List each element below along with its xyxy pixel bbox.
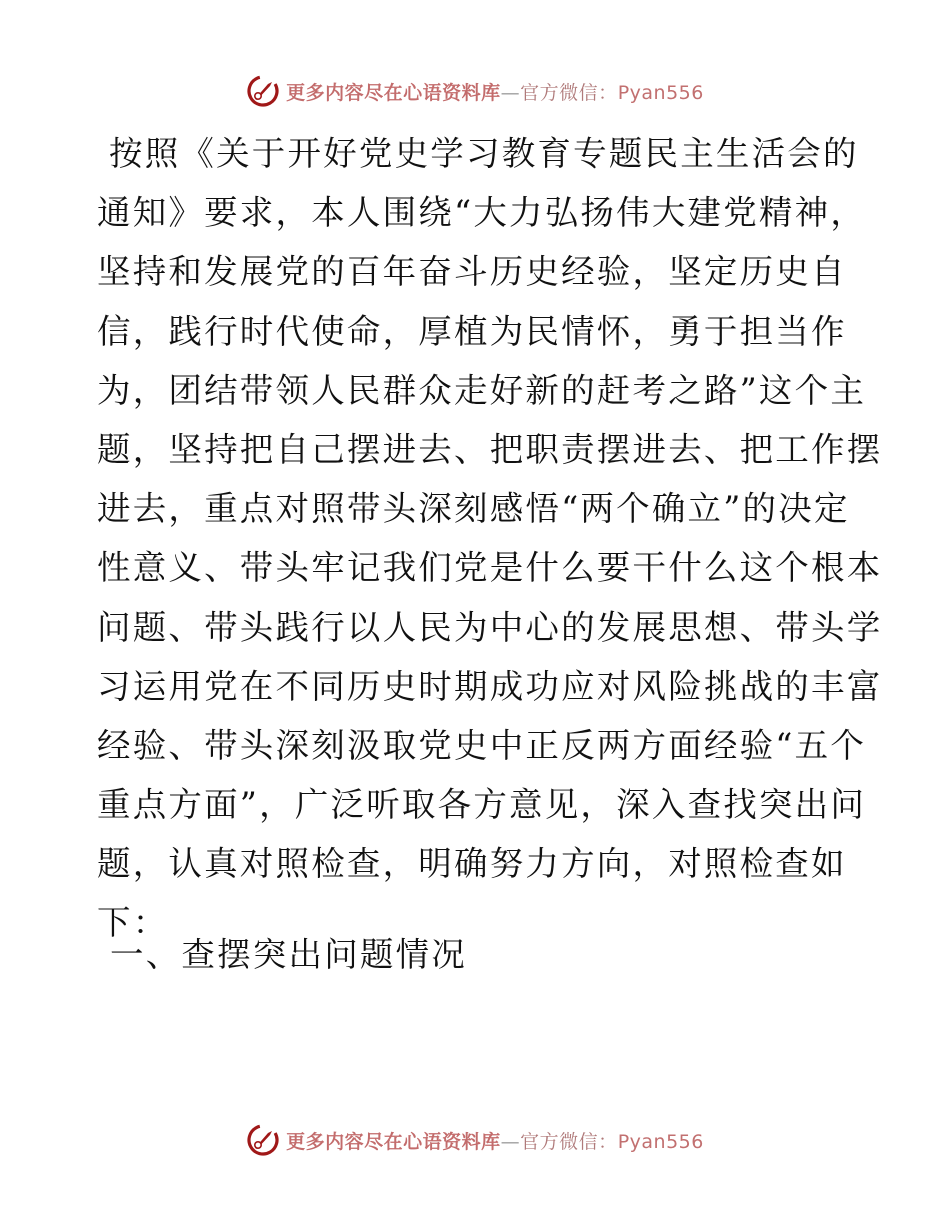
paragraph-line: 为，团结带领人民群众走好新的赶考之路”这个主 bbox=[97, 370, 867, 410]
paragraph-line: 性意义、带头牢记我们党是什么要干什么这个根本 bbox=[97, 548, 883, 588]
paragraph-line: 经验、带头深刻汲取党史中正反两方面经验“五个 bbox=[97, 725, 867, 765]
watermark-sub-text: 官方微信： bbox=[520, 81, 618, 104]
paragraph-line: 问题、带头践行以人民为中心的发展思想、带头学 bbox=[97, 607, 883, 647]
watermark-text bbox=[286, 78, 704, 105]
watermark-dash: — bbox=[500, 1130, 521, 1153]
watermark-text bbox=[286, 1127, 704, 1154]
watermark-wechat-id: Pyan556 bbox=[617, 81, 704, 104]
paragraph-line: 通知》要求，本人围绕“大力弘扬伟大建党精神， bbox=[97, 193, 867, 233]
quill-pen-circle-icon bbox=[246, 74, 280, 108]
paragraph-line: 信，践行时代使命，厚植为民情怀，勇于担当作 bbox=[97, 311, 847, 351]
watermark-wechat-id: Pyan556 bbox=[617, 1130, 704, 1153]
watermark-dash: — bbox=[500, 81, 521, 104]
watermark-main-text: 更多内容尽在心语资料库 bbox=[286, 81, 501, 104]
watermark-main-text: 更多内容尽在心语资料库 bbox=[286, 1130, 501, 1153]
footer-watermark bbox=[0, 1120, 950, 1160]
paragraph-line: 题，坚持把自己摆进去、把职责摆进去、把工作摆 bbox=[97, 429, 883, 469]
quill-pen-circle-icon bbox=[246, 1123, 280, 1157]
document-paragraph bbox=[97, 124, 883, 953]
paragraph-line: 按照《关于开好党史学习教育专题民主生活会的 bbox=[109, 134, 859, 173]
section-heading: 一、查摆突出问题情况 bbox=[110, 935, 467, 974]
paragraph-line: 习运用党在不同历史时期成功应对风险挑战的丰富 bbox=[97, 666, 883, 706]
paragraph-line: 坚持和发展党的百年奋斗历史经验，坚定历史自 bbox=[97, 252, 847, 292]
paragraph-line: 下： bbox=[97, 903, 169, 943]
paragraph-line: 进去，重点对照带头深刻感悟“两个确立”的决定 bbox=[97, 489, 850, 529]
paragraph-line: 重点方面”，广泛听取各方意见，深入查找突出问 bbox=[97, 785, 867, 825]
paragraph-line: 题，认真对照检查，明确努力方向，对照检查如 bbox=[97, 844, 847, 884]
header-watermark bbox=[0, 71, 950, 111]
watermark-sub-text: 官方微信： bbox=[520, 1130, 618, 1153]
